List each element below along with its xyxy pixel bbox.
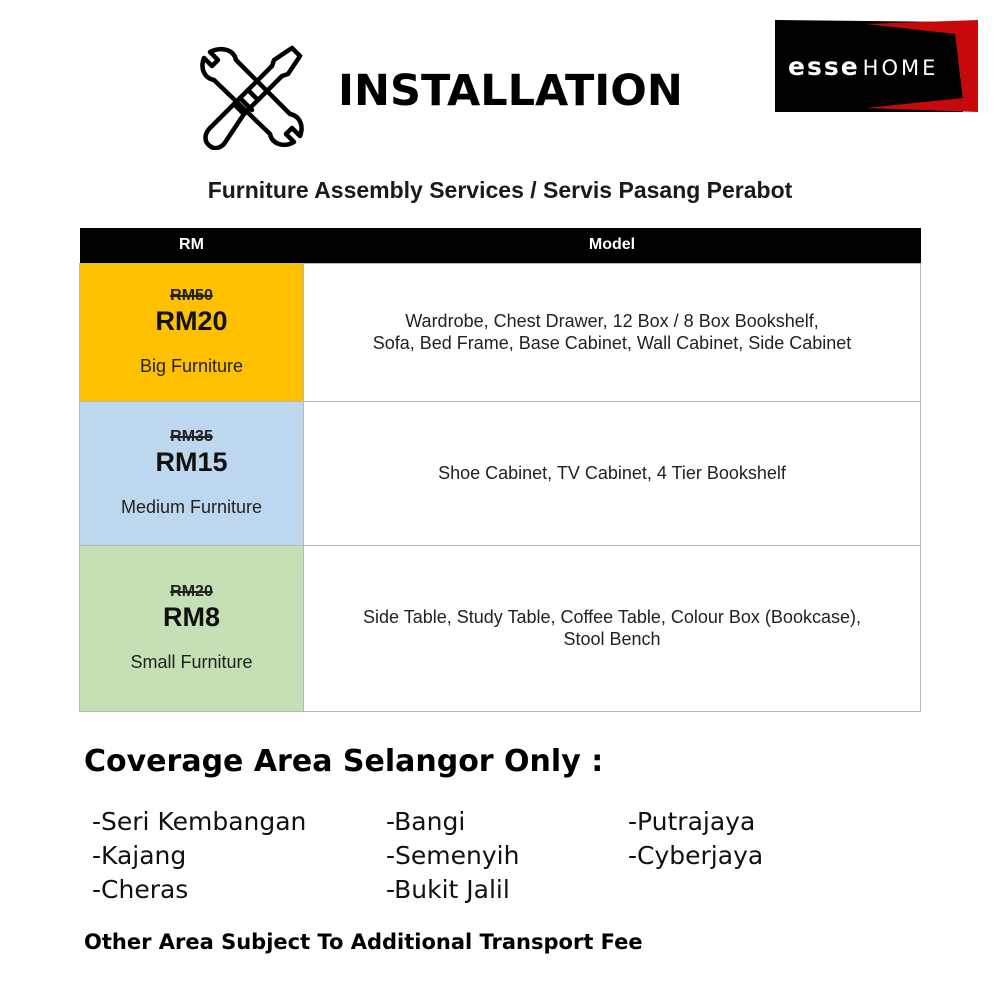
- table-title: Furniture Assembly Services / Servis Pasang Perabot: [207, 177, 793, 203]
- models-line: Shoe Cabinet, TV Cabinet, 4 Tier Bookshelf: [438, 463, 786, 483]
- category-label: Medium Furniture: [120, 497, 263, 517]
- area-column: [628, 805, 763, 873]
- new-price: RM8: [162, 602, 220, 632]
- column-header-rm: RM: [80, 228, 304, 263]
- category-label: Big Furniture: [139, 356, 244, 376]
- logo-home: HOME: [862, 56, 939, 80]
- area-item: -Bangi: [386, 807, 466, 836]
- transport-fee-note: Other Area Subject To Additional Transport Fee: [84, 930, 643, 954]
- area-column: [92, 805, 306, 907]
- area-item: -Kajang: [92, 841, 187, 870]
- logo-esse: esse: [788, 52, 860, 81]
- price-cell: [80, 263, 304, 401]
- area-item: -Cheras: [92, 875, 189, 904]
- price-cell: [80, 401, 304, 545]
- logo-text: [788, 52, 938, 82]
- area-column: [386, 805, 519, 907]
- area-item: -Bukit Jalil: [386, 875, 510, 904]
- models-line: Sofa, Bed Frame, Base Cabinet, Wall Cabinet, Side Cabinet: [372, 333, 852, 353]
- models-line: Side Table, Study Table, Coffee Table, Colour Box (Bookcase),: [363, 607, 861, 627]
- models-cell: [304, 545, 921, 711]
- area-item: -Putrajaya: [628, 807, 756, 836]
- old-price: RM35: [170, 428, 213, 445]
- models-cell: [304, 401, 921, 545]
- price-table: [79, 228, 921, 712]
- models-line: Wardrobe, Chest Drawer, 12 Box / 8 Box Bookshelf,: [405, 311, 819, 331]
- table-row-small-furniture: [80, 545, 921, 711]
- area-item: -Seri Kembangan: [92, 807, 307, 836]
- models-cell: [304, 263, 921, 401]
- models-line: Stool Bench: [563, 629, 661, 649]
- column-header-model: Model: [304, 228, 921, 263]
- old-price: RM50: [170, 287, 213, 304]
- area-item: -Cyberjaya: [628, 841, 764, 870]
- area-item: -Semenyih: [386, 841, 520, 870]
- coverage-title: Coverage Area Selangor Only :: [84, 744, 604, 779]
- page-title: INSTALLATION: [338, 66, 683, 116]
- new-price: RM20: [155, 306, 228, 336]
- new-price: RM15: [155, 447, 228, 477]
- table-header-row: [80, 228, 921, 263]
- table-row-medium-furniture: [80, 401, 921, 545]
- price-cell: [80, 545, 304, 711]
- wrench-screwdriver-icon: [196, 44, 306, 150]
- category-label: Small Furniture: [130, 652, 253, 672]
- table-row-big-furniture: [80, 263, 921, 401]
- old-price: RM20: [170, 583, 213, 600]
